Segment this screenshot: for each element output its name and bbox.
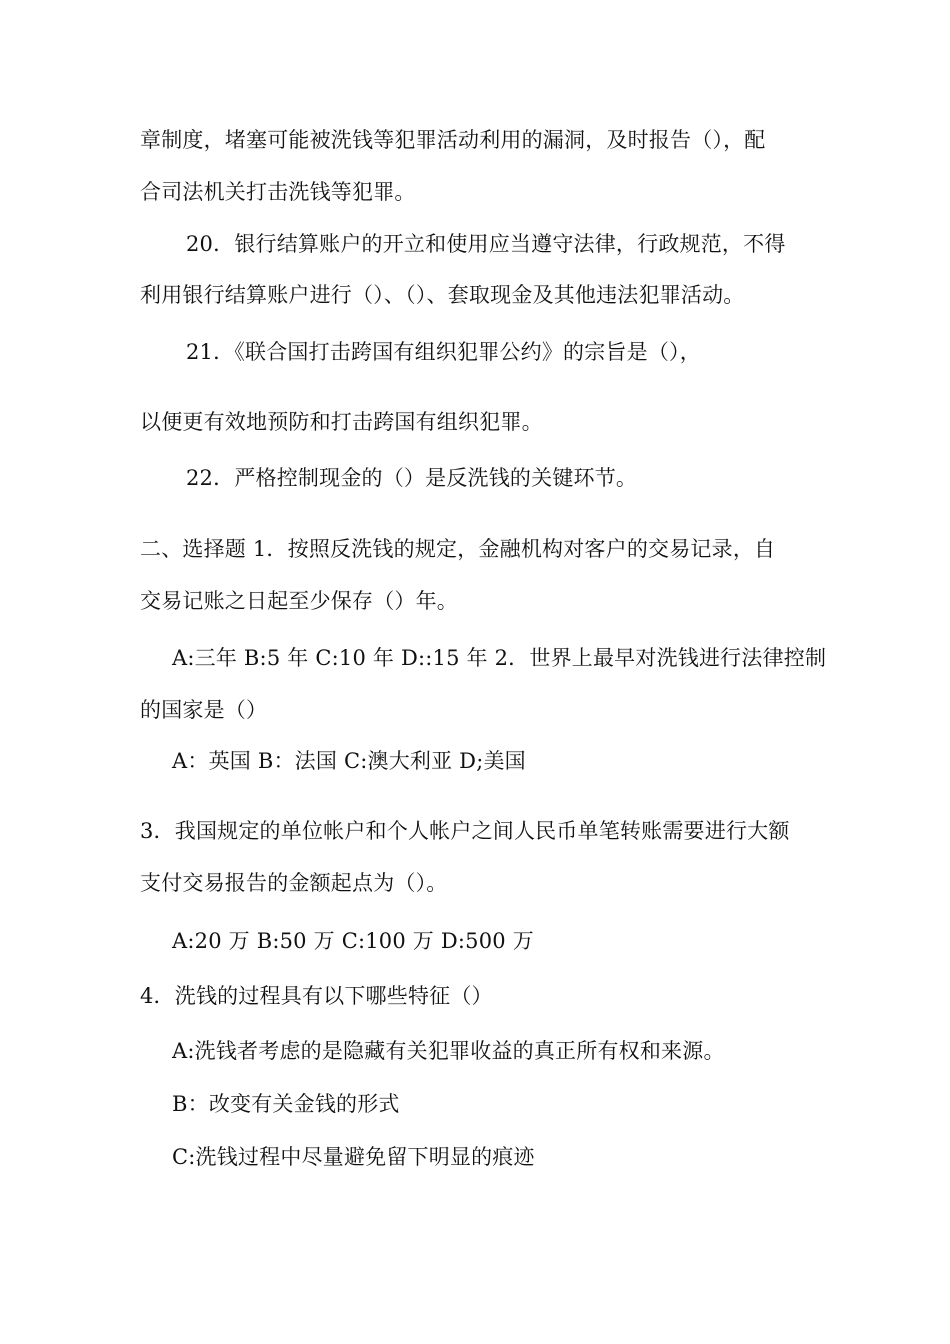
choice-section-q1-line-1: 二、选择题 1．按照反洗钱的规定，金融机构对客户的交易记录，自 [140,537,776,561]
text-line-2: 合司法机关打击洗钱等犯罪。 [140,180,416,204]
question-22: 22．严格控制现金的（）是反洗钱的关键环节。 [186,466,638,490]
choice-q3-options: A:20 万 B:50 万 C:100 万 D:500 万 [172,929,534,953]
text-line-1: 章制度，堵塞可能被洗钱等犯罪活动利用的漏洞，及时报告（），配 [140,128,766,152]
choice-q4-option-c: C:洗钱过程中尽量避免留下明显的痕迹 [172,1145,535,1169]
choice-q4-option-b: B：改变有关金钱的形式 [172,1092,400,1116]
choice-q2-line-2: 的国家是（） [140,698,268,722]
choice-q1-line-2: 交易记账之日起至少保存（）年。 [140,589,458,613]
choice-q3-line-1: 3．我国规定的单位帐户和个人帐户之间人民币单笔转账需要进行大额 [140,819,790,843]
choice-q2-options: A：英国 B：法国 C:澳大利亚 D;美国 [172,749,526,773]
question-21-line-1: 21．《联合国打击跨国有组织犯罪公约》的宗旨是（）， [186,340,701,364]
question-21-line-2: 以便更有效地预防和打击跨国有组织犯罪。 [140,410,543,434]
choice-q1-options-q2-line-1: A:三年 B:5 年 C:10 年 D::15 年 2．世界上最早对洗钱进行法律控制 [172,646,827,670]
choice-q4-option-a: A:洗钱者考虑的是隐藏有关犯罪收益的真正所有权和来源。 [172,1039,725,1063]
question-20-line-2: 利用银行结算账户进行（）、（）、套取现金及其他违法犯罪活动。 [140,283,745,307]
choice-q3-line-2: 支付交易报告的金额起点为（）。 [140,871,448,895]
choice-q4: 4．洗钱的过程具有以下哪些特征（） [140,984,493,1008]
question-20-line-1: 20．银行结算账户的开立和使用应当遵守法律，行政规范，不得 [186,232,786,256]
